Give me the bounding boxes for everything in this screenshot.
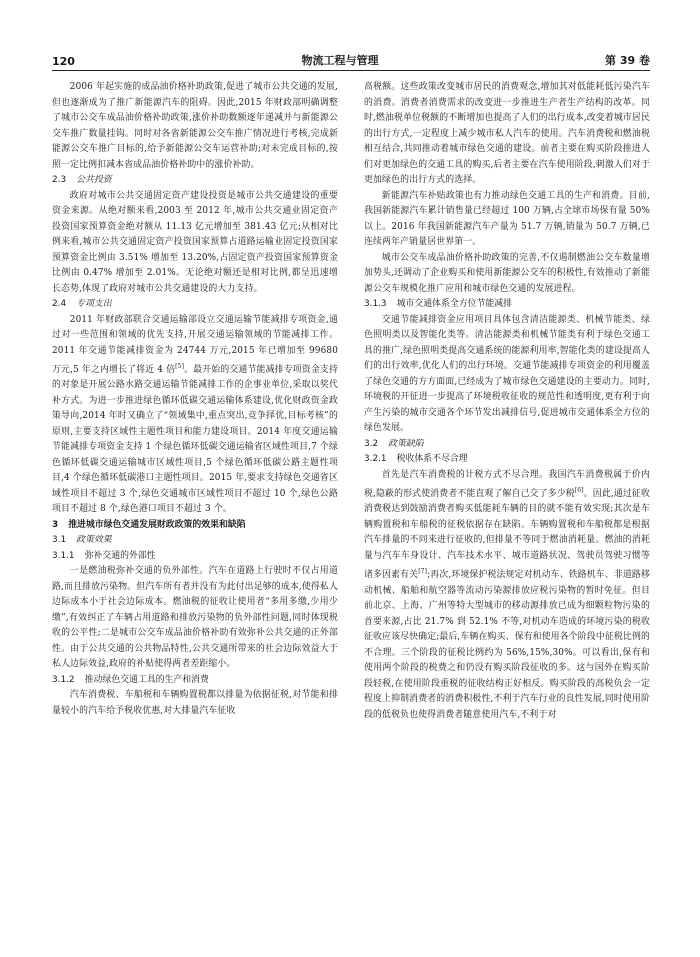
page-number: 120 [52, 55, 75, 68]
paragraph: 汽车消费税、车船税和车辆购置税都以排量为依据征税,对节能和排量较小的汽车给予税收优惠,对大排量汽车征收 [52, 690, 338, 716]
subsection-heading: 2.3 公共投资 [52, 175, 112, 185]
subsection-heading: 3.2 政策缺陷 [364, 438, 424, 449]
section-heading: 3 推进城市绿色交通发展财政政策的效果和缺陷 [52, 519, 246, 530]
paragraph: 城市公交车成品油价格补助政策的完善,不仅遏制燃油公交车数量增加势头,还调动了企业购买和使用新能源公交车的积极性,有效推动了新能源公交车规模化推广应用和城市绿色交通的发展进程。 [364, 252, 650, 294]
paragraph: 首先是汽车消费税的计税方式不尽合理。我国汽车消费税属于价内税,隐蔽的形式使消费者不能直观了解自己交了多少税[6]。因此,通过征收消费税达到鼓励消费者购买低能耗车辆的目的就不能有效实现;其次是车辆购置税和车船税的征税依据存在缺陷。车辆购置税和车船税都是根据汽车排量的不同来进行征收的,但排量不等同于燃油消耗量。燃油的消耗量与汽车车身设计、汽车技术水平、城市道路状况、驾驶员驾驶习惯等诸多因素有关[7];再次,环境保护税法规定对机动车、铁路机车、非道路移动机械、船舶和航空器等流动污染源排放应税污染物的暂时免征。但目前北京、上海、广州等特大型城市的移动源排放已成为细颗粒物污染的首要来源,占比 21.7% 到 52.1% 不等,对机动车造成的环境污染的税收征收应该尽快确定;最后,车辆在购买、保有和使用各个阶段中征税比例的不合理。三个阶段的征税比例约为 56%,15%,30%。可以看出,保有和使用两个阶段的税费之和仍没有购买阶段征收的多。这与国外在购买阶段轻税,在使用阶段重税的征收结构正好相反。购买阶段的高税负会一定程度上抑制消费者的消费积极性,不利于汽车行业的良性发展,同时使用阶段的低税负也使得消费者随意使用汽车,不利于对 [364, 469, 650, 720]
subsubsection-heading: 3.1.2 推动绿色交通工具的生产和消费 [52, 674, 209, 685]
citation-ref: [7] [418, 568, 428, 576]
right-column [364, 80, 650, 723]
running-header [52, 50, 650, 68]
paragraph: 高税额。这些政策改变城市居民的消费观念,增加其对低能耗低污染汽车的消费。消费者消费需求的改变进一步推进生产者生产结构的改革。同时,燃油税单位税额的不断增加也提高了人们的出行成本,改变着城市居民的出行方式,一定程度上减少城市私人汽车的使用。汽车消费税和燃油税相互结合,共同推动着城市绿色交通的建设。前者主要在购买阶段推进人们对更加绿色的交通工具的购买,后者主要在汽车使用阶段,刺激人们对于更加绿色的出行方式的选择。 [364, 82, 650, 185]
header-rule [52, 70, 650, 71]
paragraph: 新能源汽车补贴政策也有力推动绿色交通工具的生产和消费。目前,我国新能源汽车累计销售量已经超过 100 万辆,占全球市场保有量 50% 以上。2016 年我国新能源汽车产量为 51.7 万辆,销量为 50.7 万辆,已连续两年产销量居世界第一。 [364, 190, 650, 247]
subsubsection-heading: 3.1.1 弥补交通的外部性 [52, 550, 156, 561]
citation-ref: [6] [574, 487, 584, 494]
subsubsection-heading: 3.1.3 城市交通体系全方位节能减排 [364, 299, 512, 309]
left-column [52, 80, 338, 719]
subsubsection-heading: 3.2.1 税收体系不尽合理 [364, 454, 468, 464]
citation-ref: [5] [175, 363, 185, 370]
subsection-heading: 3.1 政策效果 [52, 535, 112, 546]
subsection-heading: 2.4 专项支出 [52, 299, 112, 309]
paragraph: 一是燃油税弥补交通的负外部性。汽车在道路上行驶时不仅占用道路,而且排放污染物。但汽车所有者并没有为此付出足够的成本,使得私人边际成本小于社会边际成本。燃油税的征收让使用者“多用多缴,少用少缴”,有效纠正了车辆占用道路和排放污染物的负外部性问题,同时体现税收的公平性;二是城市公交车成品油价格补助有效弥补公共交通的正外部性。由于公共交通的公共物品特性,公共交通所带来的社会边际效益大于私人边际效益,政府的补贴使得两者差距缩小。 [52, 566, 338, 670]
journal-title: 物流工程与管理 [301, 54, 379, 67]
paragraph: 政府对城市公共交通固定资产建设投资是城市公共交通建设的重要资金来源。从绝对额来看,2003 至 2012 年,城市公共交通业固定资产投资国家预算资金绝对额从 11.13 亿元增加至 381.43 亿元;从相对比例来看,城市公共交通固定资产投资国家预算占道路运输业固定投资国家预算资金比例由 3.51% 增加至 13.20%,占固定资产投资国家预算资金比例由 0.47% 增加至 2.01%。无论绝对额还是相对比例,都呈迅速增长态势,体现了政府对城市公共交通建设的大力支持。 [52, 190, 338, 294]
volume-label: 第 39 卷 [605, 54, 650, 67]
paragraph: 交通节能减排资金应用项目具体包含清洁能源类、机械节能类、绿色照明类以及智能化类等。清洁能源类和机械节能类有利于绿色交通工具的推广,绿色照明类提高交通系统的能源利用率,智能化类的建设提高人们的出行效率,优化人们的出行环境。交通节能减排专项资金的利用覆盖了绿色交通的方方面面,已经成为了城市绿色交通建设的主要动力。同时,环境税的开征进一步提高了环境税收征收的规范性和透明度,更有利于向产生污染的城市交通各个环节发出减排信号,促进城市交通体系全方位的绿色发展。 [364, 314, 650, 433]
paragraph: 2011 年财政部联合交通运输部设立交通运输节能减排专项资金,通过对一些范围和领域的优先支持,开展交通运输领域的节能减排工作。2011 年交通节能减排资金为 24744 万元,2015 年已增加至 99680 万元,5 年之内增长了将近 4 倍[5]。最开始的交通节能减排专项资金支持的对象是开展公路水路交通运输节能减排工作的企事业单位,采取以奖代补方式。为进一步推进绿色循环低碳交通运输体系建设,优化财政资金政策导向,2014 年时又确立了“领域集中,重点突出,竞争择优,目标考核”的原则,主要支持区域性主题性项目和能力建设项目。2014 年度交通运输节能减排专项资金支持 1 个绿色循环低碳交通运输省区域性项目,7 个绿色循环低碳交通运输城市区域性项目,5 个绿色循环低碳公路主题性项目,4 个绿色循环低碳港口主题性项目。2015 年,要求支持绿色交通省区域性项目不超过 3 个,绿色交通城市区域性项目不超过 10 个,绿色公路项目不超过 8 个,绿色港口项目不超过 3 个。 [52, 314, 338, 515]
paragraph: 2006 年起实施的成品油价格补助政策,促进了城市公共交通的发展,但也逐渐成为了推广新能源汽车的阻碍。因此,2015 年财政部明确调整了城市公交车成品油价格补助政策,涨价补助数额逐年递减并与新能源公交车推广数量挂钩。同时对各省新能源公交车推广情况进行考核,完成新能源公交车推广目标的,给予新能源公交车运营补助;对未完成目标的,按照一定比例扣减本省成品油价格补助中的涨价补助。 [52, 82, 338, 170]
